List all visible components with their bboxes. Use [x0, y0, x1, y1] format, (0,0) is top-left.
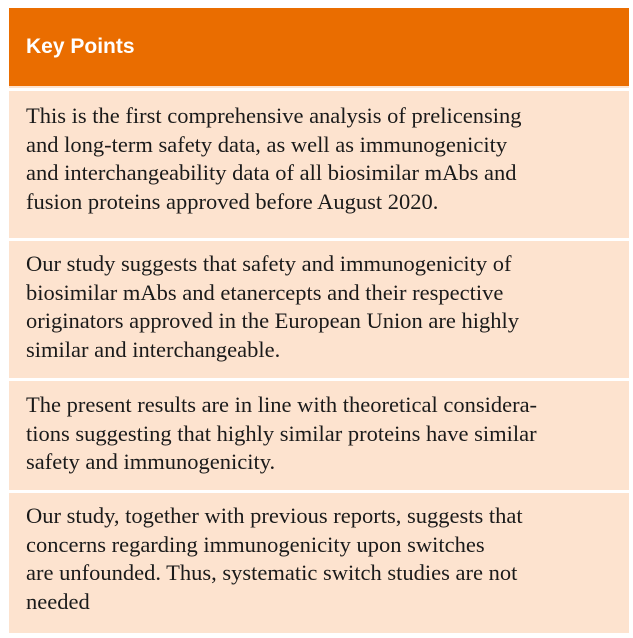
- key-point-1-line-2: and long-term safety data, as well as immunogenicity: [26, 131, 508, 157]
- key-point-4-line-3: are unfounded. Thus, systematic switch studies are not: [26, 560, 518, 585]
- key-point-3: [9, 378, 629, 490]
- key-point-3-line-3: safety and immunogenicity.: [26, 449, 276, 474]
- key-point-1: [9, 88, 629, 238]
- key-point-4: [9, 490, 629, 633]
- key-point-1-line-4: fusion proteins approved before August 2020.: [26, 188, 439, 214]
- key-point-2-line-1: Our study suggests that safety and immunogenicity of: [26, 251, 512, 276]
- key-point-3-line-1: The present results are in line with theoretical considera-: [26, 392, 538, 417]
- key-point-3-line-2: tions suggesting that highly similar proteins have similar: [26, 420, 537, 446]
- key-points-box: [9, 8, 629, 633]
- key-point-2-line-2: biosimilar mAbs and etanercepts and their respective: [26, 279, 504, 305]
- key-point-4-line-2: concerns regarding immunogenicity upon switches: [26, 531, 485, 557]
- key-point-4-line-4: needed: [26, 588, 90, 614]
- key-point-1-line-1: This is the first comprehensive analysis of prelicensing: [26, 103, 522, 128]
- key-point-2-line-4: similar and interchangeable.: [26, 336, 281, 362]
- key-points-title: Key Points: [9, 8, 629, 86]
- key-point-2-line-3: originators approved in the European Union are highly: [26, 308, 519, 333]
- key-point-4-line-1: Our study, together with previous reports, suggests that: [26, 503, 523, 528]
- key-point-2: [9, 238, 629, 378]
- key-point-1-line-3: and interchangeability data of all biosimilar mAbs and: [26, 160, 517, 185]
